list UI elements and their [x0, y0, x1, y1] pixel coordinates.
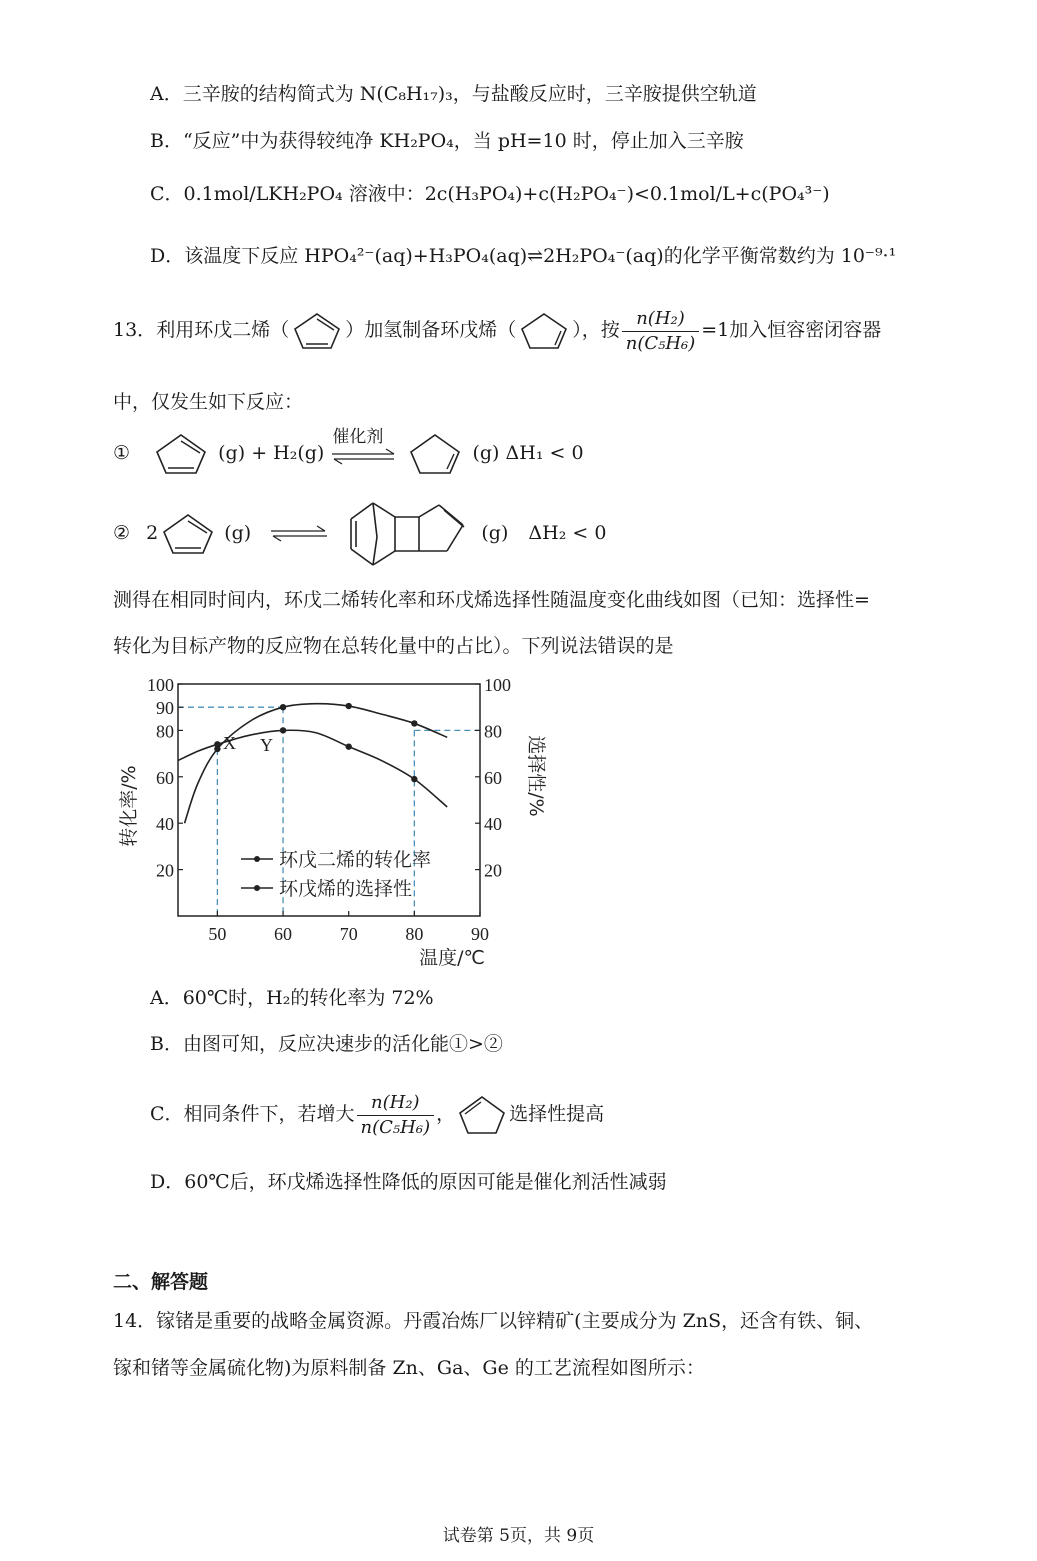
legend-label-conversion: 环戊二烯的转化率	[279, 849, 432, 871]
reaction-1	[113, 428, 584, 478]
q13-stem	[113, 305, 881, 356]
q13-option-c-denominator: n(C₅H₆)	[360, 1116, 431, 1138]
y-left-tick-label: 80	[156, 721, 174, 742]
reaction-1-state1: (g)	[218, 442, 246, 464]
q13-number: 13．	[113, 319, 157, 341]
cyclopentene-structure	[516, 310, 572, 352]
reaction-2-cyclopentadiene	[158, 511, 218, 557]
reaction-1-plus: +	[251, 442, 268, 464]
reaction-2-coefficient: 2	[146, 522, 159, 544]
curve-selectivity-marker	[345, 743, 351, 749]
y-right-tick-label: 40	[484, 814, 502, 835]
q14-line1: 14．镓锗是重要的战略金属资源。丹霞冶炼厂以锌精矿(主要成分为 ZnS，还含有铁、铜、	[113, 1310, 874, 1332]
y-left-tick-label: 90	[156, 698, 174, 719]
curve-selectivity-marker	[280, 727, 286, 733]
q13-ratio-denominator: n(C₅H₆)	[625, 332, 696, 354]
q13-stem-part3: ），按	[572, 319, 620, 341]
reaction-1-state2: (g)	[472, 442, 500, 464]
x-tick-label: 60	[274, 924, 293, 944]
reaction-1-equilibrium	[330, 427, 398, 474]
curve-selectivity-marker	[214, 741, 220, 747]
y-left-tick-label: 60	[156, 767, 174, 788]
y-axis-left-label: 转化率/%	[118, 765, 140, 847]
curve-selectivity-marker	[411, 776, 417, 782]
y-right-tick-label: 100	[484, 675, 511, 695]
q13-option-b: B．由图可知，反应决速步的活化能①>②	[150, 1033, 503, 1055]
curve-conversion	[185, 704, 448, 824]
q13-option-a: A．60℃时，H₂的转化率为 72%	[150, 987, 434, 1009]
legend-marker-selectivity	[254, 885, 260, 891]
reaction-1-cyclopentadiene	[150, 431, 212, 477]
y-left-tick-label: 100	[147, 675, 174, 695]
q13-option-c-suffix: 选择性提高	[509, 1103, 605, 1125]
reaction-2-state1: (g)	[224, 522, 252, 544]
q13-option-c	[150, 1084, 604, 1144]
q13-option-c-numerator: n(H₂)	[357, 1091, 435, 1116]
x-tick-label: 80	[405, 924, 424, 944]
reaction-2-dh: ΔH₂ < 0	[528, 522, 607, 544]
x-tick-label: 70	[339, 924, 358, 944]
y-left-tick-label: 40	[156, 814, 174, 835]
curve-conversion-marker	[280, 704, 286, 710]
q13-option-c-prefix: C．相同条件下，若增大	[150, 1103, 355, 1125]
reaction-2-marker: ②	[113, 522, 131, 544]
reaction-2-state2: (g)	[481, 522, 509, 544]
y-right-tick-label: 20	[484, 860, 502, 881]
q13-option-d: D．60℃后，环戊烯选择性降低的原因可能是催化剂活性减弱	[150, 1171, 667, 1193]
curve-conversion-marker	[345, 703, 351, 709]
x-axis-label: 温度/℃	[419, 947, 485, 969]
q13-option-c-comma: ，	[436, 1103, 456, 1125]
q13-ratio-fraction	[622, 307, 700, 356]
x-tick-label: 50	[208, 924, 227, 944]
annotation-y: Y	[260, 735, 273, 755]
page-footer: 试卷第 5页，共 9页	[442, 1526, 595, 1546]
q13-stem-part4: 加入恒容密闭容器	[729, 319, 882, 341]
q12-option-b: B．“反应”中为获得较纯净 KH₂PO₄，当 pH=10 时，停止加入三辛胺	[150, 130, 744, 152]
reaction-2-equilibrium-arrows-icon	[269, 524, 329, 544]
q13-stem-part1: 利用环戊二烯（	[156, 319, 290, 341]
legend-label-selectivity: 环戊烯的选择性	[279, 878, 413, 900]
q12-option-c: C．0.1mol/LKH₂PO₄ 溶液中：2c(H₃PO₄)+c(H₂PO₄⁻)<0.1mol/L+c(PO₄³⁻)	[150, 183, 830, 205]
q13-ratio-numerator: n(H₂)	[622, 307, 700, 332]
annotation-x: X	[223, 733, 236, 753]
y-right-tick-label: 80	[484, 721, 502, 742]
option-c-cyclopentene-structure	[455, 1093, 509, 1137]
dicyclopentadiene-structure	[347, 501, 475, 567]
conversion-selectivity-chart	[105, 668, 547, 980]
q13-description-line1: 测得在相同时间内，环戊二烯转化率和环戊烯选择性随温度变化曲线如图（已知：选择性=	[113, 589, 870, 611]
q14-line2: 镓和锗等金属硫化物)为原料制备 Zn、Ga、Ge 的工艺流程如图所示：	[113, 1357, 705, 1379]
y-axis-right-label: 选择性/%	[525, 735, 547, 817]
x-tick-label: 90	[471, 924, 489, 944]
reaction-1-h2: H₂(g)	[273, 442, 325, 464]
q13-option-c-fraction	[357, 1091, 435, 1140]
q13-ratio-equals: =1	[701, 319, 730, 341]
y-right-tick-label: 60	[484, 767, 502, 788]
y-left-tick-label: 20	[156, 860, 174, 881]
legend-marker-conversion	[254, 856, 260, 862]
chart-legend	[241, 849, 431, 900]
cyclopentadiene-structure	[289, 310, 345, 352]
reaction-2	[113, 498, 606, 568]
reaction-1-catalyst: 催化剂	[332, 427, 384, 447]
curve-conversion-marker	[411, 720, 417, 726]
reaction-1-dh: ΔH₁ < 0	[505, 442, 584, 464]
reaction-1-marker: ①	[113, 442, 131, 464]
reaction-1-cyclopentene	[404, 431, 466, 477]
q13-description-line2: 转化为目标产物的反应物在总转化量中的占比）。下列说法错误的是	[113, 635, 674, 657]
q13-stem-part2: ）加氢制备环戊烯（	[345, 319, 517, 341]
section-2-title: 二、解答题	[113, 1271, 209, 1293]
q12-option-d: D．该温度下反应 HPO₄²⁻(aq)+H₃PO₄(aq)⇌2H₂PO₄⁻(aq)的化学平衡常数约为 10⁻⁹·¹	[150, 245, 897, 267]
q13-stem-line2: 中，仅发生如下反应：	[113, 391, 304, 413]
equilibrium-arrows-icon	[330, 434, 398, 474]
q12-option-a: A．三辛胺的结构简式为 N(C₈H₁₇)₃，与盐酸反应时，三辛胺提供空轨道	[150, 83, 757, 105]
